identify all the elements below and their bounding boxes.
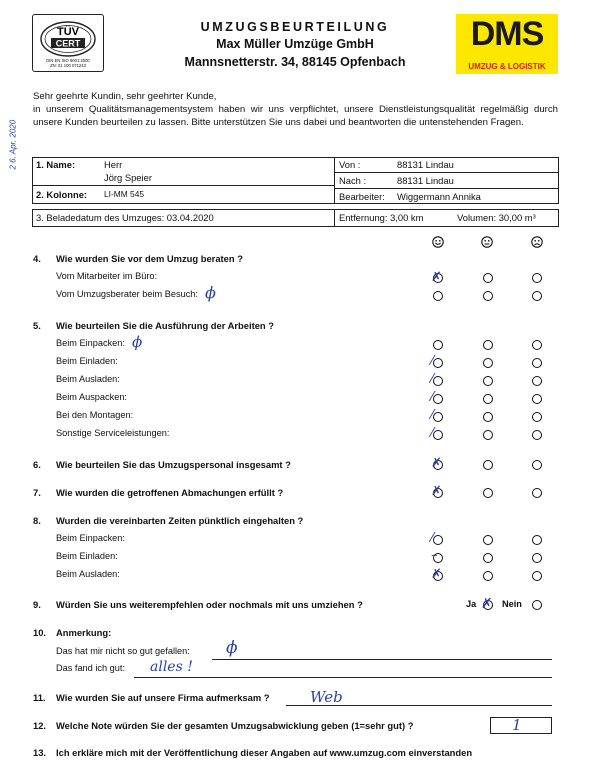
- intro-text: [33, 90, 558, 129]
- q8-item: Beim Einpacken:: [56, 533, 125, 543]
- company-address: Mannsnetterstr. 34, 88145 Opfenbach: [184, 55, 406, 69]
- kolonne-label: 2. Kolonne:: [36, 189, 88, 200]
- rating-option-neutral[interactable]: [483, 358, 493, 368]
- q11-number: 11.: [33, 692, 46, 703]
- rating-option-sad[interactable]: [532, 553, 542, 563]
- bearbeiter-value: Wiggermann Annika: [397, 191, 481, 202]
- q8-text: Wurden die vereinbarten Zeiten pünktlich eingehalten ?: [56, 515, 304, 526]
- von-value: 88131 Lindau: [397, 159, 454, 170]
- check-mark: ⁄: [431, 354, 434, 369]
- q5-item: Bei den Montagen:: [56, 410, 134, 420]
- rating-option-neutral[interactable]: [483, 376, 493, 386]
- q4-number: 4.: [33, 253, 41, 264]
- rating-option-happy[interactable]: [431, 531, 443, 546]
- rating-option-sad[interactable]: [532, 394, 542, 404]
- entfernung: Entfernung: 3,00 km: [339, 212, 424, 223]
- q8-number: 8.: [33, 515, 41, 526]
- rating-option-happy[interactable]: [431, 354, 443, 369]
- check-mark: ⁄: [431, 390, 434, 405]
- form-title: UMZUGSBEURTEILUNG: [200, 20, 390, 34]
- rating-option-neutral[interactable]: [483, 571, 493, 581]
- check-mark: ✗: [431, 484, 442, 499]
- iso-line-1: DIN EN ISO 9001:2000: [46, 58, 90, 63]
- rating-option-happy[interactable]: [431, 372, 443, 387]
- q11-answer: Web: [310, 688, 343, 706]
- check-mark: ✗: [431, 456, 442, 471]
- rating-option-happy[interactable]: [433, 291, 443, 301]
- q10-positive-line[interactable]: [134, 677, 552, 678]
- rating-option-sad[interactable]: [532, 291, 542, 301]
- rating-option-neutral[interactable]: [483, 291, 493, 301]
- rating-option-neutral[interactable]: [483, 488, 493, 498]
- rating-option-happy[interactable]: [431, 408, 443, 423]
- q10-positive-label: Das fand ich gut:: [56, 663, 125, 673]
- dms-brand: DMS: [470, 15, 544, 53]
- dms-logo: [456, 14, 558, 74]
- rating-option-neutral[interactable]: [483, 553, 493, 563]
- tuv-text: TÜV: [57, 26, 79, 38]
- intro-body: in unserem Qualitätsmanagementsystem haben wir uns verpflichtet, unsere Dienstleistungsqualität regelmäßig durch unsere Kunden beurteilen zu lassen. Bitte unterstützen Sie uns dabei und beantworten die untenstehenden Fragen.: [33, 104, 558, 128]
- rating-option-neutral[interactable]: [483, 460, 493, 470]
- rating-option-sad[interactable]: [532, 273, 542, 283]
- von-label: Von :: [339, 159, 361, 170]
- bearbeiter-label: Bearbeiter:: [339, 191, 385, 202]
- rating-option-neutral[interactable]: [483, 273, 493, 283]
- nach-label: Nach :: [339, 175, 367, 186]
- rating-option-sad[interactable]: [532, 430, 542, 440]
- q10-text: Anmerkung:: [56, 627, 112, 638]
- q10-negative-line[interactable]: [212, 659, 552, 660]
- rating-option-sad[interactable]: [532, 488, 542, 498]
- q10-negative-answer: ϕ: [226, 638, 238, 658]
- rating-option-sad[interactable]: [532, 535, 542, 545]
- check-mark: ⁄: [431, 426, 434, 441]
- q9-nein-option[interactable]: [532, 600, 542, 610]
- customer-name: Jörg Speier: [104, 172, 152, 183]
- q6-number: 6.: [33, 459, 41, 470]
- check-mark: ⁄: [431, 531, 434, 546]
- rating-option-happy[interactable]: [433, 340, 443, 350]
- rating-option-neutral[interactable]: [483, 412, 493, 422]
- check-mark: ⁄: [431, 408, 434, 423]
- q5-item: Beim Einladen:: [56, 356, 118, 366]
- rating-option-happy[interactable]: [431, 390, 443, 405]
- dms-tagline: UMZUG & LOGISTIK: [468, 62, 546, 71]
- q9-number: 9.: [33, 599, 41, 610]
- iso-line-2: ZN: 01 100 071243: [50, 63, 86, 68]
- q12-text: Welche Note würden Sie der gesamten Umzugsabwicklung geben (1=sehr gut) ?: [56, 720, 414, 731]
- salutation: Herr: [104, 159, 123, 170]
- beladedatum: 3. Beladedatum des Umzuges: 03.04.2020: [36, 212, 214, 223]
- check-mark: –: [431, 548, 438, 563]
- neutral-face-icon: [481, 236, 493, 248]
- q5-item: Beim Einpacken:: [56, 338, 125, 348]
- q13-text: Ich erkläre mich mit der Veröffentlichung dieser Angaben auf www.umzug.com einverstanden: [56, 747, 473, 758]
- received-stamp: 2 6. Apr. 2020: [8, 119, 18, 170]
- check-mark: ✗: [481, 596, 493, 612]
- rating-option-neutral[interactable]: [483, 340, 493, 350]
- q5-item: Beim Ausladen:: [56, 374, 120, 384]
- q4-item: Vom Mitarbeiter im Büro:: [56, 271, 158, 281]
- rating-option-neutral[interactable]: [483, 394, 493, 404]
- q10-negative-label: Das hat mir nicht so gut gefallen:: [56, 646, 190, 656]
- check-mark: ✗: [431, 270, 442, 285]
- nach-value: 88131 Lindau: [397, 175, 454, 186]
- q6-text: Wie beurteilen Sie das Umzugspersonal insgesamt ?: [56, 459, 291, 470]
- rating-option-sad[interactable]: [532, 340, 542, 350]
- q11-text: Wie wurden Sie auf unsere Firma aufmerksam ?: [56, 692, 270, 703]
- greeting: Sehr geehrte Kundin, sehr geehrter Kunde,: [33, 91, 217, 102]
- q8-item: Beim Einladen:: [56, 551, 118, 561]
- q4-item: Vom Umzugsberater beim Besuch:: [56, 289, 198, 299]
- kolonne-value: LI-MM 545: [104, 189, 145, 199]
- q9-text: Würden Sie uns weiterempfehlen oder nochmals mit uns umziehen ?: [56, 599, 363, 610]
- q5-number: 5.: [33, 320, 41, 331]
- rating-option-neutral[interactable]: [483, 535, 493, 545]
- sad-face-icon: [531, 236, 543, 248]
- cert-text: CERT: [55, 38, 81, 49]
- q5-text: Wie beurteilen Sie die Ausführung der Arbeiten ?: [56, 320, 274, 331]
- q9-ja-label: Ja: [466, 599, 477, 609]
- q12-grade: 1: [512, 716, 522, 734]
- q7-number: 7.: [33, 487, 41, 498]
- rating-option-sad[interactable]: [532, 376, 542, 386]
- rating-option-sad[interactable]: [532, 412, 542, 422]
- handwritten-mark: ϕ: [132, 333, 143, 351]
- check-mark: ⁄: [431, 372, 434, 387]
- q5-item: Beim Auspacken:: [56, 392, 127, 402]
- q8-item: Beim Ausladen:: [56, 569, 120, 579]
- q10-number: 10.: [33, 627, 47, 638]
- q12-number: 12.: [33, 720, 47, 731]
- rating-option-neutral[interactable]: [483, 430, 493, 440]
- rating-option-sad[interactable]: [532, 571, 542, 581]
- q7-text: Wie wurden die getroffenen Abmachungen erfüllt ?: [56, 487, 284, 498]
- rating-option-sad[interactable]: [532, 460, 542, 470]
- name-label: 1. Name:: [36, 159, 76, 170]
- q9-nein-label: Nein: [502, 599, 522, 609]
- tuv-cert-logo: [32, 14, 104, 72]
- volumen: Volumen: 30,00 m³: [457, 212, 536, 223]
- check-mark: ✗: [431, 567, 442, 582]
- q13-number: 13.: [33, 747, 47, 758]
- happy-face-icon: [432, 236, 444, 248]
- rating-option-sad[interactable]: [532, 358, 542, 368]
- q5-item: Sonstige Serviceleistungen:: [56, 428, 170, 438]
- q4-text: Wie wurden Sie vor dem Umzug beraten ?: [56, 253, 243, 264]
- rating-option-happy[interactable]: [431, 426, 443, 441]
- q10-positive-answer: alles !: [150, 659, 193, 675]
- company-name: Max Müller Umzüge GmbH: [216, 37, 374, 51]
- handwritten-mark: ϕ: [205, 283, 216, 302]
